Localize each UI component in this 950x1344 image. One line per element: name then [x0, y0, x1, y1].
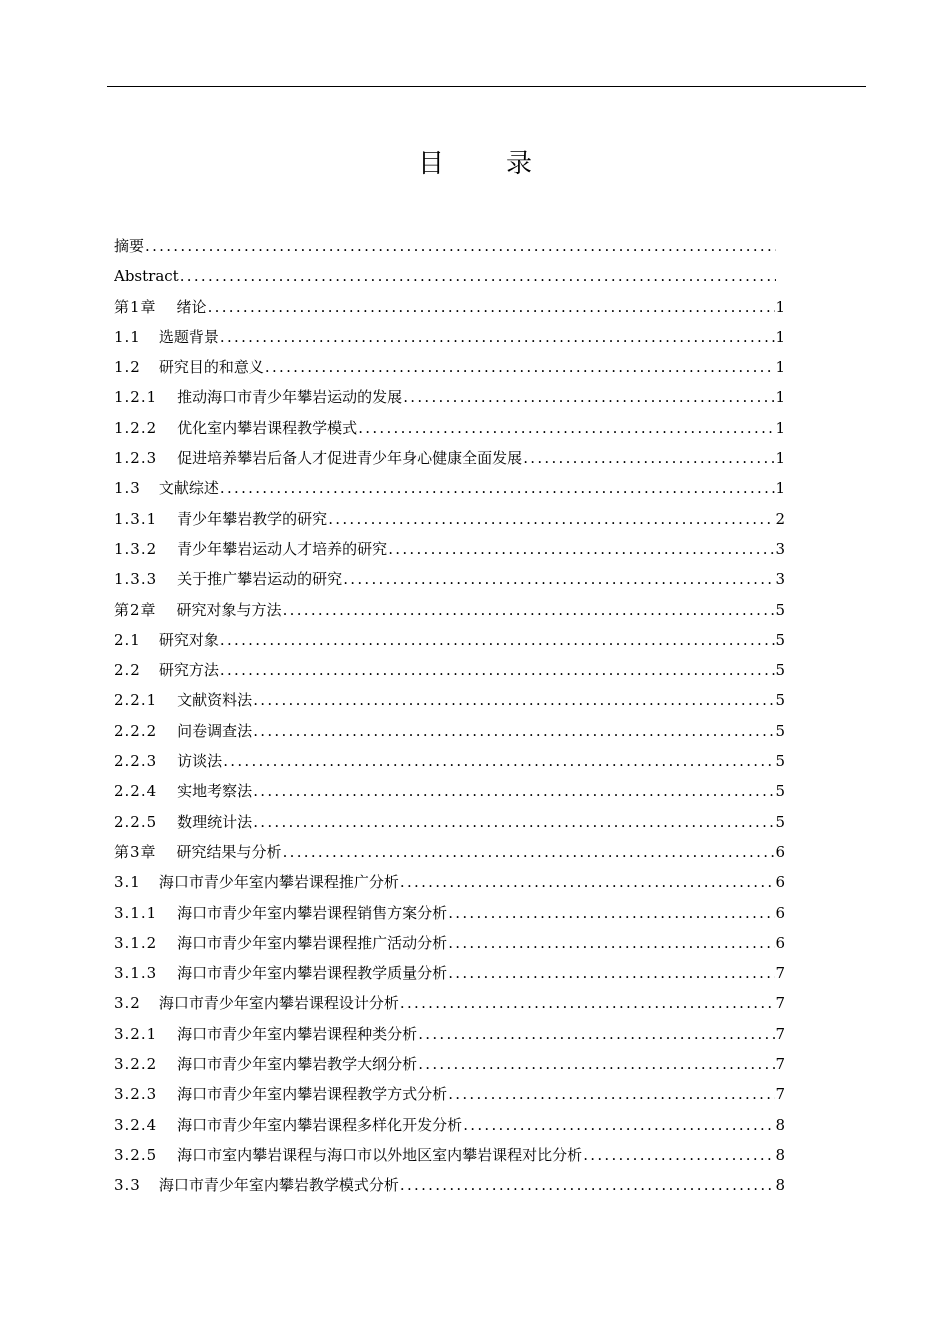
- toc-entry-page: 5: [775, 812, 785, 831]
- toc-entry-page: 6: [775, 903, 785, 922]
- toc-entry-number: 3.3: [114, 1176, 141, 1195]
- toc-entry[interactable]: [114, 898, 785, 928]
- toc-entry-title: 研究方法: [158, 661, 219, 680]
- toc-dot-leader: [253, 776, 775, 806]
- toc-entry[interactable]: [114, 746, 785, 776]
- toc-entry-title: 文献综述: [158, 479, 219, 498]
- toc-title-char-2: 录: [506, 149, 533, 179]
- toc-entry-page: 1: [775, 358, 785, 377]
- toc-entry-title: 海口市青少年室内攀岩课程推广分析: [158, 873, 399, 892]
- toc-entry-title: 海口市青少年室内攀岩课程教学质量分析: [177, 964, 448, 983]
- toc-entry-title: 青少年攀岩运动人才培养的研究: [177, 539, 388, 558]
- header-rule: [107, 86, 866, 87]
- toc-entry-title: 青少年攀岩教学的研究: [177, 509, 328, 528]
- toc-entry[interactable]: [114, 685, 785, 715]
- toc-entry-title: 选题背景: [158, 327, 219, 346]
- toc-entry-number: 3.2.3: [114, 1085, 158, 1104]
- toc-entry-page: 1: [775, 479, 785, 498]
- toc-entry-title: 海口市青少年室内攀岩课程设计分析: [158, 994, 399, 1013]
- toc-entry-title: 优化室内攀岩课程教学模式: [177, 418, 358, 437]
- toc-entry[interactable]: [114, 231, 785, 261]
- toc-entry[interactable]: [114, 1110, 785, 1140]
- toc-dot-leader: [448, 928, 775, 958]
- toc-entry[interactable]: [114, 837, 785, 867]
- toc-entry-number: 1.2.1: [114, 388, 158, 407]
- toc-entry[interactable]: [114, 807, 785, 837]
- toc-entry-page: 7: [775, 964, 785, 983]
- toc-entry-page: 1: [775, 449, 785, 468]
- toc-dot-leader: [220, 322, 776, 352]
- toc-dot-leader: [220, 655, 776, 685]
- toc-entry-title: 实地考察法: [177, 782, 253, 801]
- toc-dot-leader: [145, 231, 776, 261]
- toc-entry-number: 2.2.5: [114, 812, 158, 831]
- toc-dot-leader: [418, 1049, 775, 1079]
- toc-entry[interactable]: [114, 322, 785, 352]
- toc-entry[interactable]: [114, 352, 785, 382]
- toc-entry-page: 3: [775, 570, 785, 589]
- toc-entry-page: 8: [775, 1176, 785, 1195]
- toc-entry-page: 5: [775, 691, 785, 710]
- toc-entry-page: 7: [775, 1055, 785, 1074]
- toc-entry[interactable]: [114, 473, 785, 503]
- toc-entry[interactable]: [114, 625, 785, 655]
- toc-entry[interactable]: [114, 504, 785, 534]
- toc-entry-title: 访谈法: [177, 752, 223, 771]
- toc-entry-page: 8: [775, 1115, 785, 1134]
- toc-entry[interactable]: [114, 1140, 785, 1170]
- toc-entry-page: 8: [775, 1145, 785, 1164]
- toc-entry-page: 1: [775, 418, 785, 437]
- toc-entry[interactable]: [114, 988, 785, 1018]
- toc-title: [0, 146, 950, 182]
- toc-entry-number: 2.2.2: [114, 721, 158, 740]
- toc-dot-leader: [388, 534, 775, 564]
- toc-entry-page: 1: [775, 327, 785, 346]
- toc-entry-number: 2.2: [114, 661, 141, 680]
- toc-entry-number: 3.2.2: [114, 1055, 158, 1074]
- toc-dot-leader: [463, 1110, 775, 1140]
- toc-entry-title: 摘要: [114, 237, 145, 255]
- toc-entry[interactable]: [114, 928, 785, 958]
- toc-entry-number: 第2章: [114, 600, 157, 619]
- toc-dot-leader: [418, 1019, 775, 1049]
- toc-entry-number: 1.3: [114, 479, 141, 498]
- toc-entry-number: 3.2.5: [114, 1145, 158, 1164]
- toc-entry-title: 推动海口市青少年攀岩运动的发展: [177, 388, 403, 407]
- toc-entry-page: 5: [775, 721, 785, 740]
- toc-dot-leader: [253, 685, 775, 715]
- toc-dot-leader: [223, 746, 775, 776]
- toc-dot-leader: [208, 292, 776, 322]
- toc-dot-leader: [343, 564, 775, 594]
- toc-dot-leader: [253, 807, 775, 837]
- toc-entry-page: 7: [775, 1024, 785, 1043]
- toc-entry-number: 3.2.1: [114, 1024, 158, 1043]
- toc-dot-leader: [400, 988, 776, 1018]
- toc-title-char-1: 目: [417, 149, 444, 179]
- toc-dot-leader: [523, 443, 775, 473]
- toc-entry[interactable]: [114, 1079, 785, 1109]
- toc-entry-page: 5: [775, 661, 785, 680]
- toc-entry-title: 海口市青少年室内攀岩教学模式分析: [158, 1176, 399, 1195]
- toc-entry-number: 3.1.1: [114, 903, 158, 922]
- toc-entry-page: 5: [775, 630, 785, 649]
- toc-entry-number: 1.2.3: [114, 449, 158, 468]
- toc-entry[interactable]: [114, 655, 785, 685]
- toc-entry-number: 2.2.1: [114, 691, 158, 710]
- toc-dot-leader: [448, 958, 775, 988]
- toc-entry-page: 7: [775, 1085, 785, 1104]
- toc-dot-leader: [448, 1079, 775, 1109]
- toc-entry-number: 1.3.1: [114, 509, 158, 528]
- toc-entry-number: 1.1: [114, 327, 141, 346]
- toc-entry-title: 海口市青少年室内攀岩课程推广活动分析: [177, 933, 448, 952]
- toc-entry-title: 海口市室内攀岩课程与海口市以外地区室内攀岩课程对比分析: [177, 1145, 583, 1164]
- toc-dot-leader: [283, 595, 776, 625]
- toc-entry-number: 3.1.3: [114, 964, 158, 983]
- toc-entry[interactable]: [114, 1049, 785, 1079]
- toc-entry-number: 1.2: [114, 358, 141, 377]
- toc-entry-page: 6: [775, 873, 785, 892]
- toc-entry[interactable]: [114, 564, 785, 594]
- toc-entry-title: 研究目的和意义: [158, 358, 264, 377]
- toc-entry-title: 研究对象: [158, 630, 219, 649]
- toc-entry-page: 1: [775, 388, 785, 407]
- toc-dot-leader: [253, 716, 775, 746]
- toc-entry-title: 研究对象与方法: [176, 600, 282, 619]
- toc-entry-title: 海口市青少年室内攀岩课程多样化开发分析: [177, 1115, 463, 1134]
- toc-entry-page: 7: [775, 994, 785, 1013]
- toc-entry-title: 数理统计法: [177, 812, 253, 831]
- toc-entry-page: 6: [775, 842, 785, 861]
- toc-dot-leader: [220, 625, 776, 655]
- toc-dot-leader: [583, 1140, 775, 1170]
- toc-entry-number: 2.2.4: [114, 782, 158, 801]
- toc-dot-leader: [328, 504, 775, 534]
- toc-entry-title: 促进培养攀岩后备人才促进青少年身心健康全面发展: [177, 449, 523, 468]
- toc-dot-leader: [400, 867, 776, 897]
- toc-entry-title: 海口市青少年室内攀岩课程种类分析: [177, 1024, 418, 1043]
- toc-entry-title: 文献资料法: [177, 691, 253, 710]
- toc-dot-leader: [400, 1170, 776, 1200]
- toc-entry[interactable]: [114, 867, 785, 897]
- toc-entry-number: 1.3.3: [114, 570, 158, 589]
- toc-entry-number: 1.2.2: [114, 418, 158, 437]
- toc-entry-page: 2: [775, 509, 785, 528]
- toc-dot-leader: [358, 413, 775, 443]
- toc-entry[interactable]: [114, 958, 785, 988]
- toc-entry-page: 5: [775, 752, 785, 771]
- toc-list: [114, 231, 785, 1201]
- toc-entry-number: 3.1.2: [114, 933, 158, 952]
- toc-entry-page: 1: [775, 297, 785, 316]
- toc-entry-title: 海口市青少年室内攀岩教学大纲分析: [177, 1055, 418, 1074]
- toc-entry-page: 5: [775, 782, 785, 801]
- toc-dot-leader: [283, 837, 776, 867]
- toc-entry[interactable]: [114, 534, 785, 564]
- toc-entry[interactable]: [114, 443, 785, 473]
- toc-entry-number: 第3章: [114, 842, 157, 861]
- toc-entry-title: Abstract: [114, 267, 179, 286]
- toc-entry[interactable]: [114, 776, 785, 806]
- toc-entry-number: 1.3.2: [114, 539, 158, 558]
- toc-entry[interactable]: [114, 595, 785, 625]
- toc-dot-leader: [265, 352, 776, 382]
- toc-entry[interactable]: [114, 261, 785, 291]
- toc-entry[interactable]: [114, 1170, 785, 1200]
- toc-entry[interactable]: [114, 413, 785, 443]
- toc-entry-title: 海口市青少年室内攀岩课程销售方案分析: [177, 903, 448, 922]
- toc-entry-number: 3.1: [114, 873, 141, 892]
- toc-entry-number: 2.2.3: [114, 752, 158, 771]
- toc-entry-page: 6: [775, 933, 785, 952]
- toc-entry[interactable]: [114, 716, 785, 746]
- toc-entry-number: 3.2: [114, 994, 141, 1013]
- toc-entry-title: 问卷调查法: [177, 721, 253, 740]
- toc-entry-page: 3: [775, 539, 785, 558]
- toc-entry-title: 海口市青少年室内攀岩课程教学方式分析: [177, 1085, 448, 1104]
- toc-entry-page: 5: [775, 600, 785, 619]
- toc-entry-title: 研究结果与分析: [176, 842, 282, 861]
- toc-entry[interactable]: [114, 382, 785, 412]
- toc-dot-leader: [180, 261, 776, 291]
- toc-entry[interactable]: [114, 1019, 785, 1049]
- toc-entry-number: 第1章: [114, 297, 157, 316]
- toc-dot-leader: [448, 898, 775, 928]
- toc-entry-number: 3.2.4: [114, 1115, 158, 1134]
- toc-entry-title: 关于推广攀岩运动的研究: [177, 570, 343, 589]
- toc-entry-title: 绪论: [176, 297, 207, 316]
- toc-entry[interactable]: [114, 292, 785, 322]
- toc-entry-number: 2.1: [114, 630, 141, 649]
- toc-dot-leader: [220, 473, 776, 503]
- toc-dot-leader: [403, 382, 775, 412]
